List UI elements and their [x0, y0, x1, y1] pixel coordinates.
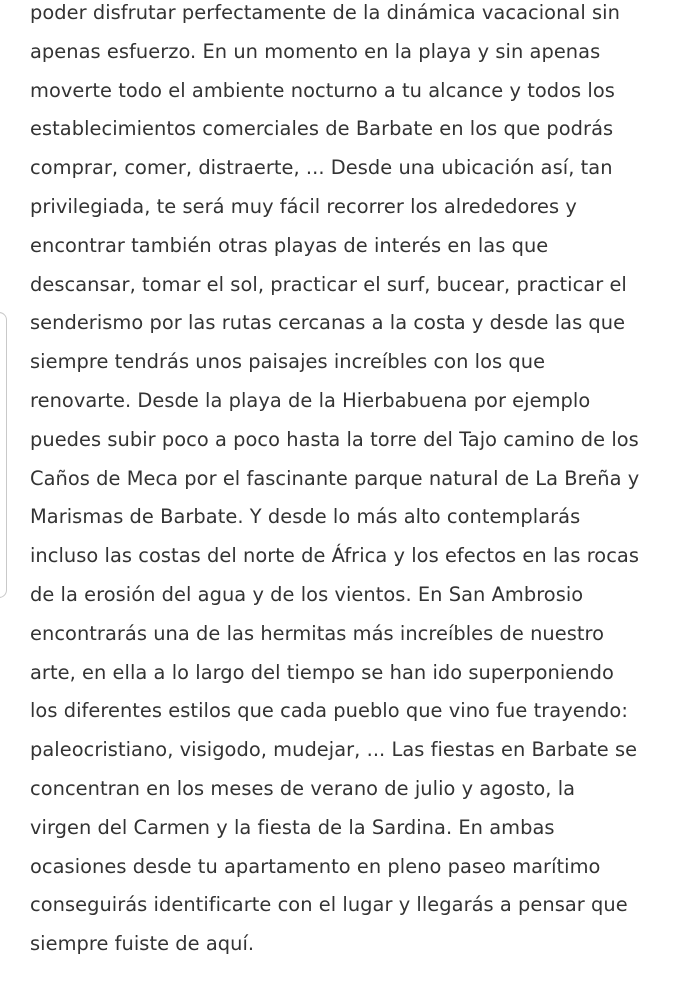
text-line: descansar, tomar el sol, practicar el surf, bucear, practicar el	[30, 272, 627, 296]
text-line: encontrar también otras playas de interés en las que	[30, 233, 549, 257]
text-line: apenas esfuerzo. En un momento en la playa y sin apenas	[30, 39, 601, 63]
text-line: Caños de Meca por el fascinante parque natural de La Breña y	[30, 466, 640, 490]
text-line: moverte todo el ambiente nocturno a tu alcance y todos los	[30, 78, 615, 102]
text-line: ocasiones desde tu apartamento en pleno paseo marítimo	[30, 854, 601, 878]
text-line: Marismas de Barbate. Y desde lo más alto contemplarás	[30, 505, 581, 529]
text-line: comprar, comer, distraerte, ... Desde una ubicación así, tan	[30, 156, 613, 180]
text-line: de la erosión del agua y de los vientos. En San Ambrosio	[30, 582, 584, 606]
text-line: puedes subir poco a poco hasta la torre del Tajo camino de los	[30, 427, 639, 451]
text-line: renovarte. Desde la playa de la Hierbabuena por ejemplo	[30, 388, 591, 412]
text-line: los diferentes estilos que cada pueblo que vino fue trayendo:	[30, 699, 628, 723]
text-line: conseguirás identificarte con el lugar y llegarás a pensar que	[30, 893, 628, 917]
article-text	[30, 0, 700, 964]
text-line: poder disfrutar perfectamente de la dinámica vacacional sin	[30, 1, 620, 24]
side-drawer-handle[interactable]	[0, 312, 7, 598]
text-line: paleocristiano, visigodo, mudejar, ... Las fiestas en Barbate se	[30, 738, 638, 762]
text-line: senderismo por las rutas cercanas a la costa y desde las que	[30, 311, 626, 335]
text-line: siempre fuiste de aquí.	[30, 932, 255, 956]
text-line: incluso las costas del norte de África y los efectos en las rocas	[30, 544, 639, 568]
text-line: arte, en ella a lo largo del tiempo se han ido superponiendo	[30, 660, 614, 684]
text-line: virgen del Carmen y la fiesta de la Sardina. En ambas	[30, 815, 555, 839]
text-line: privilegiada, te será muy fácil recorrer los alrededores y	[30, 194, 577, 218]
text-line: siempre tendrás unos paisajes increíbles con los que	[30, 350, 546, 374]
text-line: encontrarás una de las hermitas más increíbles de nuestro	[30, 621, 605, 645]
text-line: establecimientos comerciales de Barbate en los que podrás	[30, 117, 614, 141]
text-line: concentran en los meses de verano de julio y agosto, la	[30, 776, 576, 800]
